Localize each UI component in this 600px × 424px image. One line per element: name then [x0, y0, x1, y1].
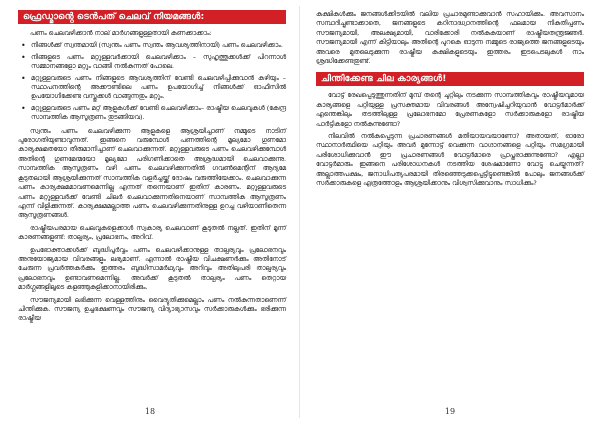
list-item-text: നിങ്ങൾക്ക് സ്വന്തമായി (സ്വന്തം പണം സ്വന്തം ആവശ്യത്തിനായി) പണം ചെലവഴിക്കാം.: [31, 41, 283, 50]
bullet-icon: •: [21, 41, 26, 51]
list-item: [18, 53, 286, 72]
body-paragraph: സ്വന്തം പണം ചെലവഴിക്കുന്ന ആളുകളെ ആശ്രയിച്ചാണ് നമ്മുടെ നാടിന് പുരോഗതിയുണ്ടാവുന്നത്. ഇങ്ങനെ വരുമ്പോൾ പണത്തിന്റെ മൂല്യമോ ഗുണമോ കാര്യക്ഷമതയോ തീരുമാനിച്ചാണ് ചെലവാക്കുന്നത്. മറ്റുള്ളവരുടെ പണം ചെലവഴിക്കുമ്പോൾ അതിന്റെ ഗുണമേന്മയോ മൂല്യമോ പരിഗണിക്കാതെ അശ്രദ്ധമായി ചെലവാക്കുന്നു. സാമ്പത്തിക ആസൂത്രണം വഴി പണം ചെലവഴിക്കുന്നതിൽ ഗവൺമെന്റിന് ആദ്യമേ കൂടുതലായി ആശ്രയിക്കുന്നത് സാമ്പത്തിക വളർച്ചയ്ക്ക് ദോഷം വരുത്തിയേക്കാം. ചെലവാക്കുന്ന പണം കാര്യക്ഷമമാവണമെന്നില്ല എന്നത് തന്നെയാണ് ഇതിന് കാരണം. മറ്റുള്ളവരുടെ പണം മറ്റുള്ളവർക്ക് വേണ്ടി ചിലർ ചെലവാക്കുന്നതിനെയാണ് സാമ്പത്തിക ആസൂത്രണം എന്ന് വിളിക്കുന്നത്. കാര്യക്ഷമമല്ലാത്ത പണം ചെലവഴിക്കുന്നതിനുള്ള ഉറച്ച വഴിയാണിതെന്ന ആസൂത്രണങ്ങൾ.: [18, 126, 286, 220]
bullet-icon: •: [21, 73, 26, 83]
body-paragraph: സൗജന്യമായി ലഭിക്കുന്ന വെള്ളത്തിനും വൈദ്യുതിക്കുമെല്ലാം പണം നൽകുന്നതാണെന്ന് ചിന്തിക്കുക. സൗജന്യ ഉച്ചഭക്ഷണവും സൗജന്യ വിദ്യാഭ്യാസവും സർക്കാരുകൾക്കും ഭരിക്കുന്ന രാഷ്ട്രീയ: [18, 295, 286, 323]
section-heading-spending-rules: ഫ്രെഡ്മാൻ്റെ ടെൻപത് ചെലവ് നിയമങ്ങൾ:: [18, 10, 286, 24]
list-item-text: മറ്റുള്ളവരുടെ പണം നിങ്ങളുടെ ആവശ്യത്തിന് വേണ്ടി ചെലവഴിപ്പിക്കുവാൻ കഴിയും – സ്ഥാപനത്തിന്റെ അക്കൗണ്ടിലെ പണം ഉപയോഗിച്ച് നിങ്ങൾക്ക് ഓഫീസിൽ ഉപയോഗിക്കേണ്ട വസ്തുക്കൾ വാങ്ങുന്നതും മറ്റും.: [31, 73, 286, 101]
list-item-text: മറ്റുള്ളവരുടെ പണം മറ്റ് ആളുകൾക്ക് വേണ്ടി ചെലവഴിക്കാം– രാഷ്ട്രീയ ചെലവുകൾ (കേന്ദ്ര സാമ്പത്തിക ആസൂത്രണം തുടങ്ങിയവ).: [31, 103, 286, 122]
list-item: [18, 104, 286, 123]
body-paragraph: ഉപഭോക്താക്കൾക്ക് ബുദ്ധിപൂർവ്വം പണം ചെലവഴിക്കാനുള്ള താല്പര്യവും പ്രലോഭനവും അനുയോജ്യമായ വിവരങ്ങളും ലഭ്യമാണ്. എന്നാൽ രാഷ്ട്രീയ വിചക്ഷണർക്കും അതിനോട് ചേരുന്ന പ്രവർത്തകർക്കും ഇത്തരം ബുദ്ധിസാമർഥ്യവും അറിവും അതിലുപരി താല്പര്യവും പ്രലോഭനവും ഉണ്ടാവണമെന്നില്ല. അവർക്ക് കൂടുതൽ താല്പര്യം പണം തെറ്റായ മാർഗ്ഗങ്ങളിലൂടെ കളഞ്ഞുകുളിക്കാനായിരിക്കും.: [18, 245, 286, 292]
page-number-left: 18: [144, 407, 156, 416]
right-page: [300, 0, 600, 424]
bullet-icon: •: [21, 52, 26, 62]
body-paragraph: നിലവിൽ നൽകപ്പെടുന്ന പ്രചാരണങ്ങൾ മതിയായവയാണോ? അതായത്, ഓരോ സ്ഥാനാർത്ഥിയെ പറ്റിയും അവർ മുന്നോട്ട് വെക്കുന്ന വാഗ്ദാനങ്ങളെ പറ്റിയും സമഗ്രമായി പരിശോധിക്കുവാൻ ഈ പ്രചാരണങ്ങൾ വോട്ടർമാരെ പ്രാപ്തരാക്കുന്നുണ്ടോ? എല്ലാ വോട്ടർമാരും ഇങ്ങനെ പരിശോധനകൾ നടത്തിയ ശേഷമാണോ വോട്ടു ചെയ്യുന്നത്? അല്ലാത്തപക്ഷം, ജനാധിപത്യപരമായി തിരഞ്ഞെടുക്കപ്പെട്ടിട്ടുണ്ടെങ്കിൽ പോലും ജനങ്ങൾക്ക് സർക്കാരുകളെ എത്രത്തോളം ആശ്രയിക്കാനും വിശ്വസിക്കുവാനും സാധിക്കും?: [316, 132, 584, 188]
section-heading-things-to-consider: ചിന്തിക്കേണ്ട ചില കാര്യങ്ങൾ!: [316, 72, 584, 86]
list-item: [18, 41, 286, 50]
page-number-right: 19: [444, 407, 456, 416]
bullet-icon: •: [21, 103, 26, 113]
spending-ways-list: [18, 41, 286, 122]
list-item-text: നിങ്ങളുടെ പണം മറ്റുള്ളവർക്കായി ചെലവഴിക്കാം – സുഹൃത്തുക്കൾക്ക് പിറന്നാൾ സമ്മാനങ്ങളോ മറ്റും വാങ്ങി നൽകുന്നത് പോലെ.: [31, 52, 286, 71]
body-paragraph: രാഷ്ട്രീയപരമായ ചെലവുകളെക്കാൾ സ്വകാര്യ ചെലവാണ് കൂടുതൽ നല്ലത്. ഇതിന് മൂന്ന് കാരണങ്ങളുണ്ട്: താല്പര്യം, പ്രലോഭനം, അറിവ്.: [18, 223, 286, 242]
body-paragraph: വോട്ട് രേഖപ്പെടുത്തുന്നതിന് മുമ്പ് തന്റെ ചുറ്റിലും നടക്കുന്ന സാമ്പത്തികവും രാഷ്ട്രീയവുമായ കാര്യങ്ങളെ പറ്റിയുള്ള പ്രസക്തമായ വിവരങ്ങൾ അന്വേഷിച്ചറിയുവാൻ വോട്ടർമാർക്ക് എന്തെങ്കിലും തടത്തിലുള്ള പ്രലോഭനമോ പ്രേരണകളോ സർക്കാരുകളോ രാഷ്ട്രീയ പാർട്ടികളോ നൽകുന്നുണ്ടോ?: [316, 91, 584, 128]
intro-paragraph: പണം ചെലവഴിക്കാൻ നാല് മാർഗങ്ങളുള്ളതായി കണക്കാക്കാം:: [30, 29, 212, 37]
list-item: [18, 74, 286, 102]
body-paragraph-continued: കക്ഷികൾക്കും ജനങ്ങൾക്കിടയിൽ വലിയ പ്രചാരമുണ്ടാക്കുവാൻ സഹായിക്കും. അവസാനം സമ്പാദിച്ചുണ്ടാക്കാതെ, ജനങ്ങളുടെ കഠിനാദ്ധ്വാനത്തിന്റെ ഫലമായ നികുതിപ്പണം സൗജന്യമായി, അലക്ഷ്യമായി, വാരിക്കോരി നൽകുകയാണ് രാഷ്ട്രീയതന്ത്രജ്ഞർ. സൗജന്യമായി എന്ന് കിട്ടിയാലും അതിന്റെ പുറകെ ഓടുന്ന നമ്മുടെ രാജ്യത്തെ ജനങ്ങളുടെയും അവരെ മുതലെടുക്കുന്ന രാഷ്ട്രീയ കക്ഷികളുടെയും ഇത്തരം ഇടപെടലുകൾ നാം ശ്രദ്ധിക്കേണ്ടതുണ്ട്.: [316, 10, 584, 66]
